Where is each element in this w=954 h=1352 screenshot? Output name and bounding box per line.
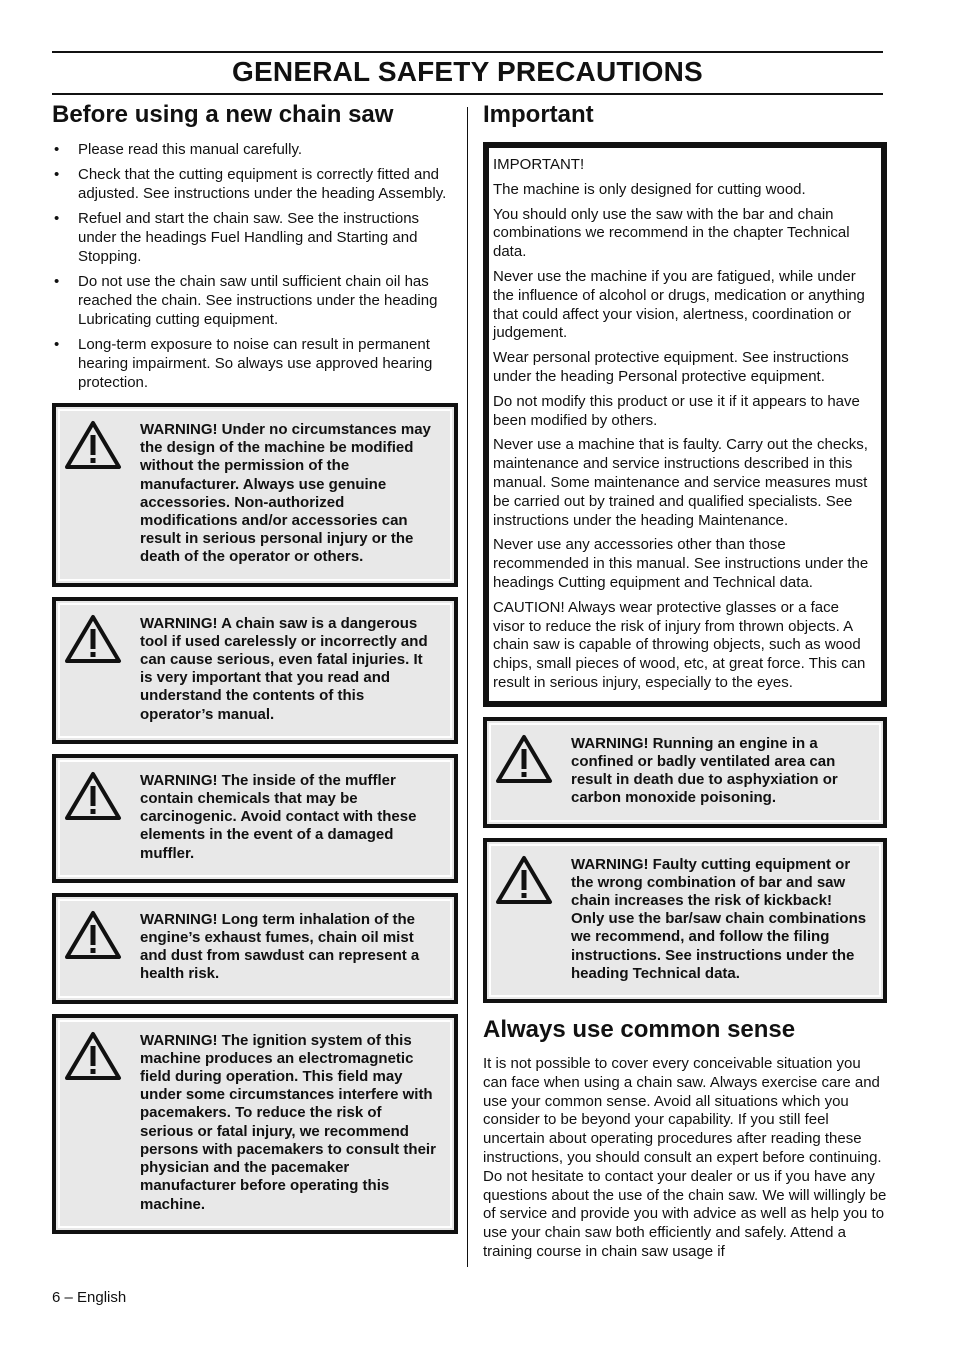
warning-triangle-icon xyxy=(64,770,122,822)
column-divider xyxy=(467,107,468,1267)
important-label: IMPORTANT! xyxy=(493,156,585,173)
list-item: • Please read this manual carefully. xyxy=(54,141,303,158)
important-paragraph: You should only use the saw with the bar and chain combinations we recommend in the chapter Technical data. xyxy=(493,205,850,261)
warning-triangle-icon xyxy=(64,613,122,665)
list-item: • Do not use the chain saw until sufficient chain oil has reached the chain. See instructions under the heading Lubricating cutting equipment. xyxy=(54,273,438,328)
list-item: • Long-term exposure to noise can result in permanent hearing impairment. So always use approved hearing protection. xyxy=(54,336,433,391)
warning-triangle-icon xyxy=(495,733,553,785)
warning-text: WARNING! The ignition system of this machine produces an electromagnetic field during operation. This field may under some circumstances interfere with pacemakers. To reduce the risk of serious or fatal injury, we recommend persons with pacemakers to consult their physician and the pacemaker manufacturer before operating this machine. xyxy=(140,1031,436,1213)
top-rule xyxy=(52,51,883,53)
important-paragraph: Wear personal protective equipment. See instructions under the heading Personal protective equipment. xyxy=(493,349,849,385)
common-sense-section xyxy=(483,1015,887,1262)
warning-triangle-icon xyxy=(64,909,122,961)
warning-triangle-icon xyxy=(495,854,553,906)
warning-box xyxy=(52,597,458,744)
warning-text: WARNING! A chain saw is a dangerous tool if used carelessly or incorrectly and can cause serious, even fatal injuries. It is very important that you read and understand the contents of this operator’s manual. xyxy=(140,614,428,723)
warning-box xyxy=(483,717,887,828)
page-title: GENERAL SAFETY PRECAUTIONS xyxy=(232,56,703,87)
important-paragraph: The machine is only designed for cutting wood. xyxy=(493,180,806,198)
warning-text: WARNING! Under no circumstances may the design of the machine be modified without the permission of the manufacturer. Always use genuine accessories. Non-authorized modifications and/or accessories can result in serious personal injury or the death of the operator or others. xyxy=(140,421,431,566)
list-item: • Check that the cutting equipment is correctly fitted and adjusted. See instructions under the heading Assembly. xyxy=(54,166,447,202)
important-paragraph: CAUTION! Always wear protective glasses or a face visor to reduce the risk of injury from thrown objects. A chain saw is capable of throwing objects, such as wood chips, small pieces of wood, etc, at great force. This can result in serious injury, especially to the eyes. xyxy=(493,598,866,691)
important-paragraph: Never use a machine that is faulty. Carry out the checks, maintenance and service instructions described in this manual. Some maintenance and service measures must be carried out by trained and qualified specialists. See instructions under the heading Maintenance. xyxy=(493,436,868,529)
warning-text: WARNING! Running an engine in a confined or badly ventilated area can result in death due to asphyxiation or carbon monoxide poisoning. xyxy=(571,734,838,807)
important-box xyxy=(483,142,887,707)
common-sense-text: It is not possible to cover every conceivable situation you can face when using a chain saw. Always exercise care and use your common sense. Avoid all situations which you consider to be beyond your capability. If you still feel uncertain about operating procedures after reading these instructions, you should consult an expert before continuing. Do not hesitate to contact your dealer or us if you have any questions about the use of the chain saw. We will willingly be of service and provide you with advice as well as help you to use your chain saw both efficiently and safely. Attend a training course in chain saw usage if xyxy=(483,1054,887,1260)
warning-box xyxy=(52,1014,458,1234)
section-heading-new-chain-saw: Before using a new chain saw xyxy=(52,101,394,128)
warning-text: WARNING! The inside of the muffler contain chemicals that may be carcinogenic. Avoid contact with these elements in the event of a damaged muffler. xyxy=(140,771,417,862)
warning-box xyxy=(483,838,887,1003)
list-item: • Refuel and start the chain saw. See the instructions under the headings Fuel Handling and Starting and Stopping. xyxy=(54,210,420,265)
warning-box xyxy=(52,403,458,587)
warning-text: WARNING! Long term inhalation of the engine’s exhaust fumes, chain oil mist and dust from sawdust can represent a health risk. xyxy=(140,910,420,983)
title-rule xyxy=(52,93,883,95)
important-paragraph: Do not modify this product or use it if it appears to have been modified by others. xyxy=(493,392,860,429)
warning-triangle-icon xyxy=(64,1030,122,1082)
page-number: 6 – English xyxy=(52,1289,127,1306)
warning-box xyxy=(52,893,458,1004)
important-paragraph: Never use any accessories other than those recommended in this manual. See instructions under the headings Cutting equipment and Technical data. xyxy=(493,536,869,591)
important-paragraph: Never use the machine if you are fatigued, while under the influence of alcohol or drugs, medication or anything that could affect your vision, alertness, coordination or judgement. xyxy=(493,267,865,342)
right-column xyxy=(483,100,887,1262)
left-column xyxy=(52,100,458,1244)
section-heading-common-sense: Always use common sense xyxy=(483,1015,796,1043)
checklist xyxy=(52,140,458,392)
section-heading-important: Important xyxy=(483,101,594,128)
warning-box xyxy=(52,754,458,883)
warning-text: WARNING! Faulty cutting equipment or the wrong combination of bar and saw chain increases the risk of kickback! Only use the bar/saw chain combinations we recommend, and follow the filing instructions. See instructions under the heading Technical data. xyxy=(571,855,867,982)
warning-triangle-icon xyxy=(64,419,122,471)
